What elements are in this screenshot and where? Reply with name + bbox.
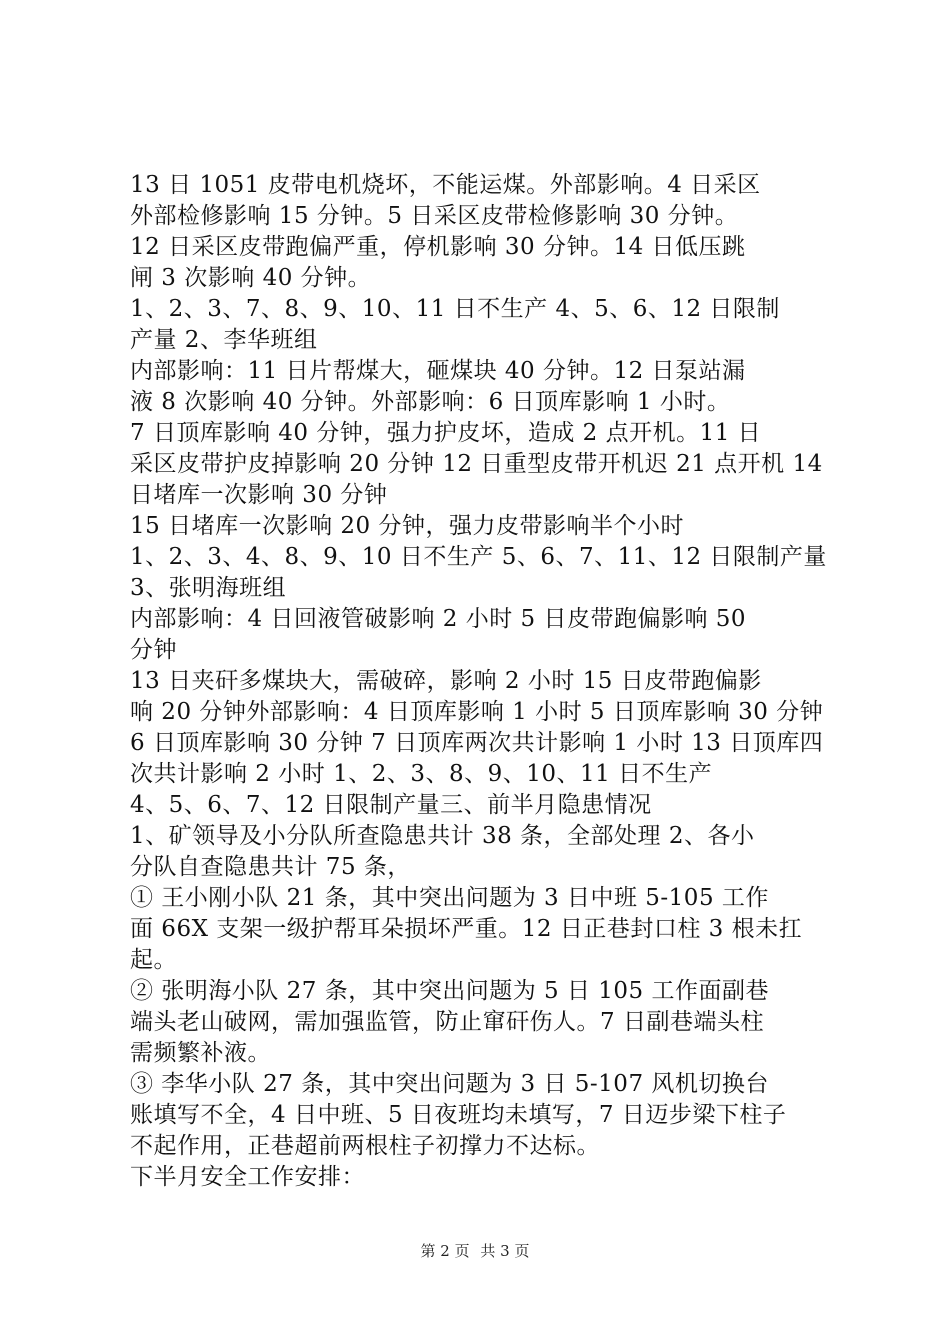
text-line: 分队自查隐患共计 75 条，: [130, 854, 411, 880]
text-line: 液 8 次影响 40 分钟。外部影响：6 日顶库影响 1 小时。: [130, 389, 731, 415]
text-line: ① 王小刚小队 21 条，其中突出问题为 3 日中班 5-105 工作: [130, 885, 769, 911]
text-line: 7 日顶库影响 40 分钟，强力护皮坏，造成 2 点开机。11 日: [130, 420, 762, 446]
text-line: 下半月安全工作安排：: [130, 1164, 365, 1190]
text-line: 闸 3 次影响 40 分钟。: [130, 265, 372, 291]
text-line: 账填写不全，4 日中班、5 日夜班均未填写，7 日迈步梁下柱子: [130, 1102, 787, 1128]
text-line: 响 20 分钟外部影响：4 日顶库影响 1 小时 5 日顶库影响 30 分钟: [130, 699, 824, 725]
text-line: 3、张明海班组: [130, 575, 287, 601]
text-line: 15 日堵库一次影响 20 分钟，强力皮带影响半个小时: [130, 513, 684, 539]
text-line: 12 日采区皮带跑偏严重，停机影响 30 分钟。14 日低压跳: [130, 234, 746, 260]
text-line: 次共计影响 2 小时 1、2、3、8、9、10、11 日不生产: [130, 761, 713, 787]
text-line: ② 张明海小队 27 条，其中突出问题为 5 日 105 工作面副巷: [130, 978, 769, 1004]
text-line: 外部检修影响 15 分钟。5 日采区皮带检修影响 30 分钟。: [130, 203, 739, 229]
text-line: 内部影响：11 日片帮煤大，砸煤块 40 分钟。12 日泵站漏: [130, 358, 746, 384]
text-line: 需频繁补液。: [130, 1040, 271, 1066]
text-line: 13 日夹矸多煤块大，需破碎，影响 2 小时 15 日皮带跑偏影: [130, 668, 762, 694]
text-line: 起。: [130, 947, 177, 973]
text-line: 分钟: [130, 637, 177, 663]
text-line: 端头老山破网，需加强监管，防止窜矸伤人。7 日副巷端头柱: [130, 1009, 764, 1035]
text-line: 1、2、3、4、8、9、10 日不生产 5、6、7、11、12 日限制产量: [130, 544, 827, 570]
text-line: 4、5、6、7、12 日限制产量三、前半月隐患情况: [130, 792, 652, 818]
text-line: ③ 李华小队 27 条，其中突出问题为 3 日 5-107 风机切换台: [130, 1071, 769, 1097]
page-total: 共 3 页: [480, 1242, 530, 1260]
page-number: 第 2 页: [420, 1242, 470, 1260]
page-footer: [0, 1240, 950, 1261]
text-line: 采区皮带护皮掉影响 20 分钟 12 日重型皮带开机迟 21 点开机 14: [130, 451, 823, 477]
text-line: 面 66X 支架一级护帮耳朵损坏严重。12 日正巷封口柱 3 根未扛: [130, 916, 803, 942]
text-line: 产量 2、李华班组: [130, 327, 318, 353]
text-line: 1、2、3、7、8、9、10、11 日不生产 4、5、6、12 日限制: [130, 296, 780, 322]
text-line: 13 日 1051 皮带电机烧坏，不能运煤。外部影响。4 日采区: [130, 172, 761, 198]
text-line: 内部影响：4 日回液管破影响 2 小时 5 日皮带跑偏影响 50: [130, 606, 747, 632]
text-line: 1、矿领导及小分队所查隐患共计 38 条，全部处理 2、各小: [130, 823, 755, 849]
text-line: 6 日顶库影响 30 分钟 7 日顶库两次共计影响 1 小时 13 日顶库四: [130, 730, 824, 756]
text-line: 不起作用，正巷超前两根柱子初撑力不达标。: [130, 1133, 600, 1159]
document-body: [130, 170, 835, 1193]
text-line: 日堵库一次影响 30 分钟: [130, 482, 388, 508]
